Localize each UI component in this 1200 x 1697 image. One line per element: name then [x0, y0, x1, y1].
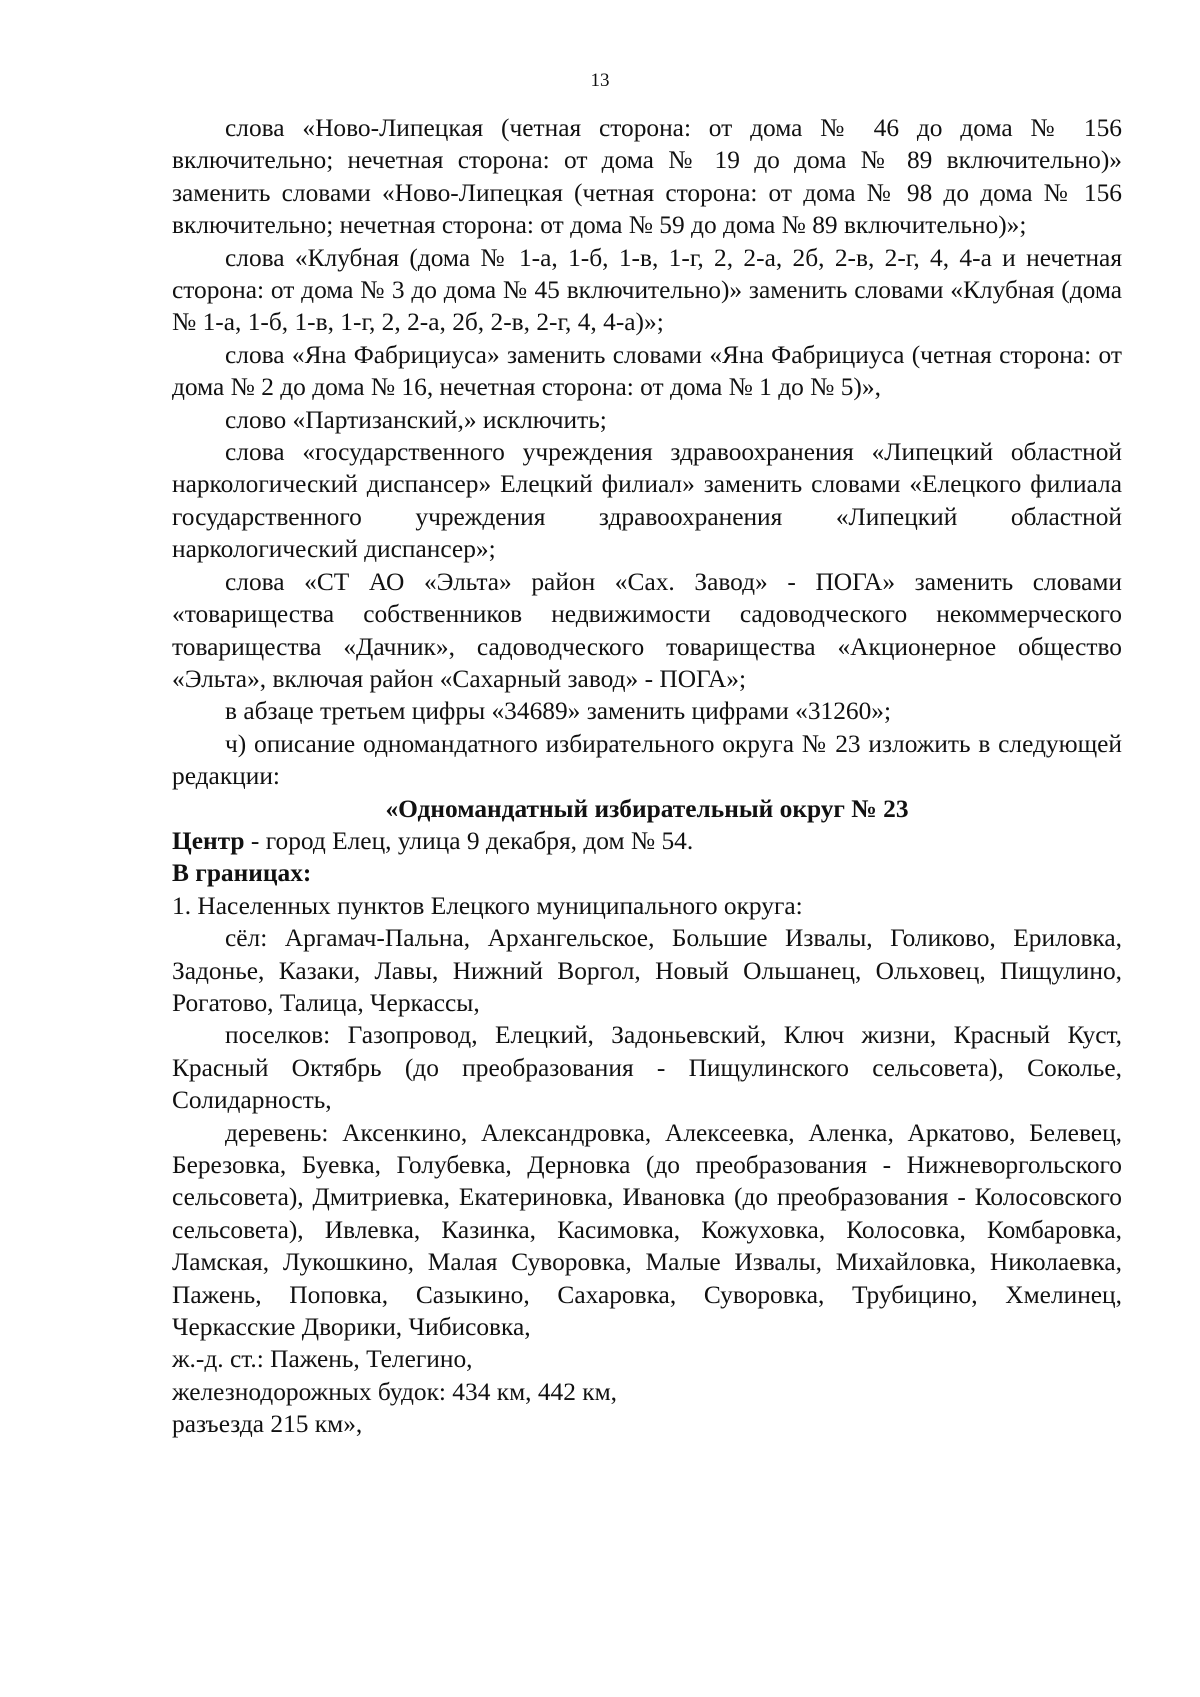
district-bounds-label: В границах:: [172, 859, 312, 888]
hamlets-list: деревень: Аксенкино, Александровка, Алексеевка, Аленка, Аркатово, Белевец, Березовка, Буевка, Голубевка, Дерновка (до преобразования - Нижневоргольского сельсовета), Дмитриевка, Екатериновка, Ивановка (до преобразования - Колосовского сельсовета), Ивлевка, Казинка, Касимовка, Кожуховка, Колосовка, Комбаровка, Ламская, Лукошкино, Малая Суворовка, Малые Извалы, Михайловка, Николаевка, Пажень, Поповка, Сазыкино, Сахаровка, Суворовка, Трубицино, Хмелинец, Черкасские Дворики, Чибисовка,: [172, 1118, 1122, 1342]
railway-stations: ж.-д. ст.: Пажень, Телегино,: [172, 1345, 473, 1374]
district-title: «Одномандатный избирательный округ № 23: [385, 794, 909, 823]
paragraph-digits: в абзаце третьем цифры «34689» заменить цифрами «31260»;: [225, 697, 892, 726]
siding: разъезда 215 км»,: [172, 1410, 363, 1439]
page-number: 13: [590, 70, 610, 91]
paragraph-novo-lipetskaya: слова «Ново-Липецкая (четная сторона: от дома № 46 до дома № 156 включительно; нечетная сторона: от дома № 19 до дома № 89 включительно)» заменить словами «Ново-Липецкая (четная сторона: от дома № 98 до дома № 156 включительно; нечетная сторона: от дома № 59 до дома № 89 включительно)»;: [172, 114, 1122, 240]
district-center-label: Центр: [172, 826, 245, 855]
paragraph-partizanskiy: слово «Партизанский,» исключить;: [225, 405, 607, 434]
settlements-heading: 1. Населенных пунктов Елецкого муниципального округа:: [172, 891, 803, 920]
document-body: [172, 112, 1122, 1441]
district-center-text: - город Елец, улица 9 декабря, дом № 54.: [244, 826, 694, 855]
district-center: [172, 825, 1122, 857]
villages-list: сёл: Аргамач-Пальна, Архангельское, Большие Извалы, Голиково, Ериловка, Задонье, Казаки, Лавы, Нижний Воргол, Новый Ольшанец, Ольховец, Пищулино, Рогатово, Талица, Черкассы,: [172, 924, 1122, 1017]
paragraph-district-intro: ч) описание одномандатного избирательного округа № 23 изложить в следующей редакции:: [172, 729, 1122, 791]
paragraph-narcology: слова «государственного учреждения здравоохранения «Липецкий областной наркологический диспансер» Елецкий филиал» заменить словами «Елецкого филиала государственного учреждения здравоохранения «Липецкий областной наркологический диспансер»;: [172, 438, 1122, 564]
paragraph-elta: слова «СТ АО «Эльта» район «Сах. Завод» - ПОГА» заменить словами «товарищества собственников недвижимости садоводческого некоммерческого товарищества «Дачник», садоводческого товарищества «Акционерное общество «Эльта», включая район «Сахарный завод» - ПОГА»;: [172, 567, 1122, 693]
railway-booths: железнодорожных будок: 434 км, 442 км,: [172, 1377, 618, 1406]
paragraph-yana-fabritsiusa: слова «Яна Фабрициуса» заменить словами «Яна Фабрициуса (четная сторона: от дома № 2 до дома № 16, нечетная сторона: от дома № 1 до № 5)»,: [172, 340, 1122, 402]
paragraph-klubnaya: слова «Клубная (дома № 1-а, 1-б, 1-в, 1-г, 2, 2-а, 2б, 2-в, 2-г, 4, 4-а и нечетная сторона: от дома № 3 до дома № 45 включительно)» заменить словами «Клубная (дома № 1-а, 1-б, 1-в, 1-г, 2, 2-а, 2б, 2-в, 2-г, 4, 4-а)»;: [172, 243, 1122, 337]
settlements-list: поселков: Газопровод, Елецкий, Задоньевский, Ключ жизни, Красный Куст, Красный Октябрь (до преобразования - Пищулинского сельсовета), Соколье, Солидарность,: [172, 1021, 1122, 1115]
